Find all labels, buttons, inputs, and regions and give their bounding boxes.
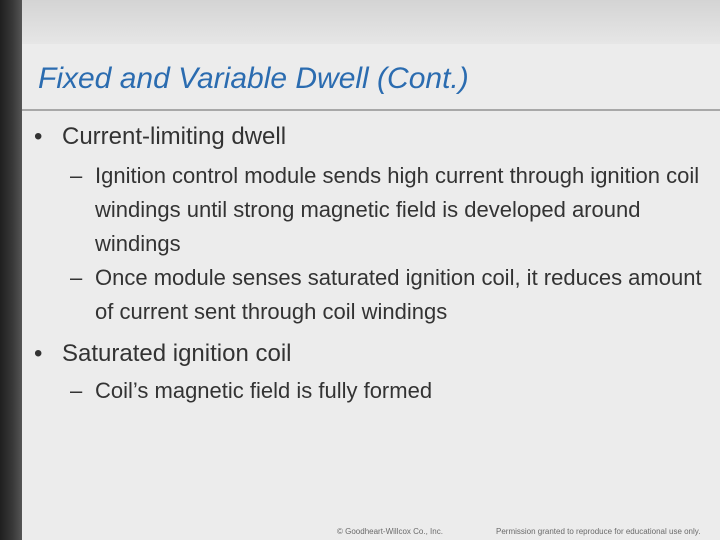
left-sidebar-bar [0, 0, 22, 540]
bullet-text: Current-limiting dwell [62, 123, 287, 150]
bullet-text: Saturated ignition coil [62, 340, 292, 367]
slide-content [34, 120, 704, 408]
bullet-saturated-ignition-coil [34, 337, 704, 370]
sub-bullet-marker: – [70, 265, 83, 290]
sub-bullet-reduces-current [34, 261, 704, 329]
sub-bullet-text: Ignition control module sends high current through ignition coil windings until strong magnetic field is developed around windings [95, 163, 700, 256]
bullet-marker: • [34, 123, 43, 150]
bullet-marker: • [34, 340, 43, 367]
footer-copyright: © Goodheart-Willcox Co., Inc. [337, 527, 443, 536]
sub-bullet-marker: – [70, 378, 83, 403]
top-header-band [22, 0, 720, 44]
bullet-current-limiting-dwell [34, 120, 704, 153]
sub-bullet-text: Coil’s magnetic field is fully formed [95, 378, 433, 403]
sub-bullet-marker: – [70, 163, 83, 188]
sub-bullet-high-current [34, 159, 704, 261]
slide-title: Fixed and Variable Dwell (Cont.) [38, 62, 469, 95]
sub-bullet-magnetic-field [34, 374, 704, 408]
title-divider [22, 109, 720, 111]
sub-bullet-text: Once module senses saturated ignition coil, it reduces amount of current sent through coil windings [95, 265, 702, 324]
footer-permission: Permission granted to reproduce for educational use only. [496, 527, 701, 536]
